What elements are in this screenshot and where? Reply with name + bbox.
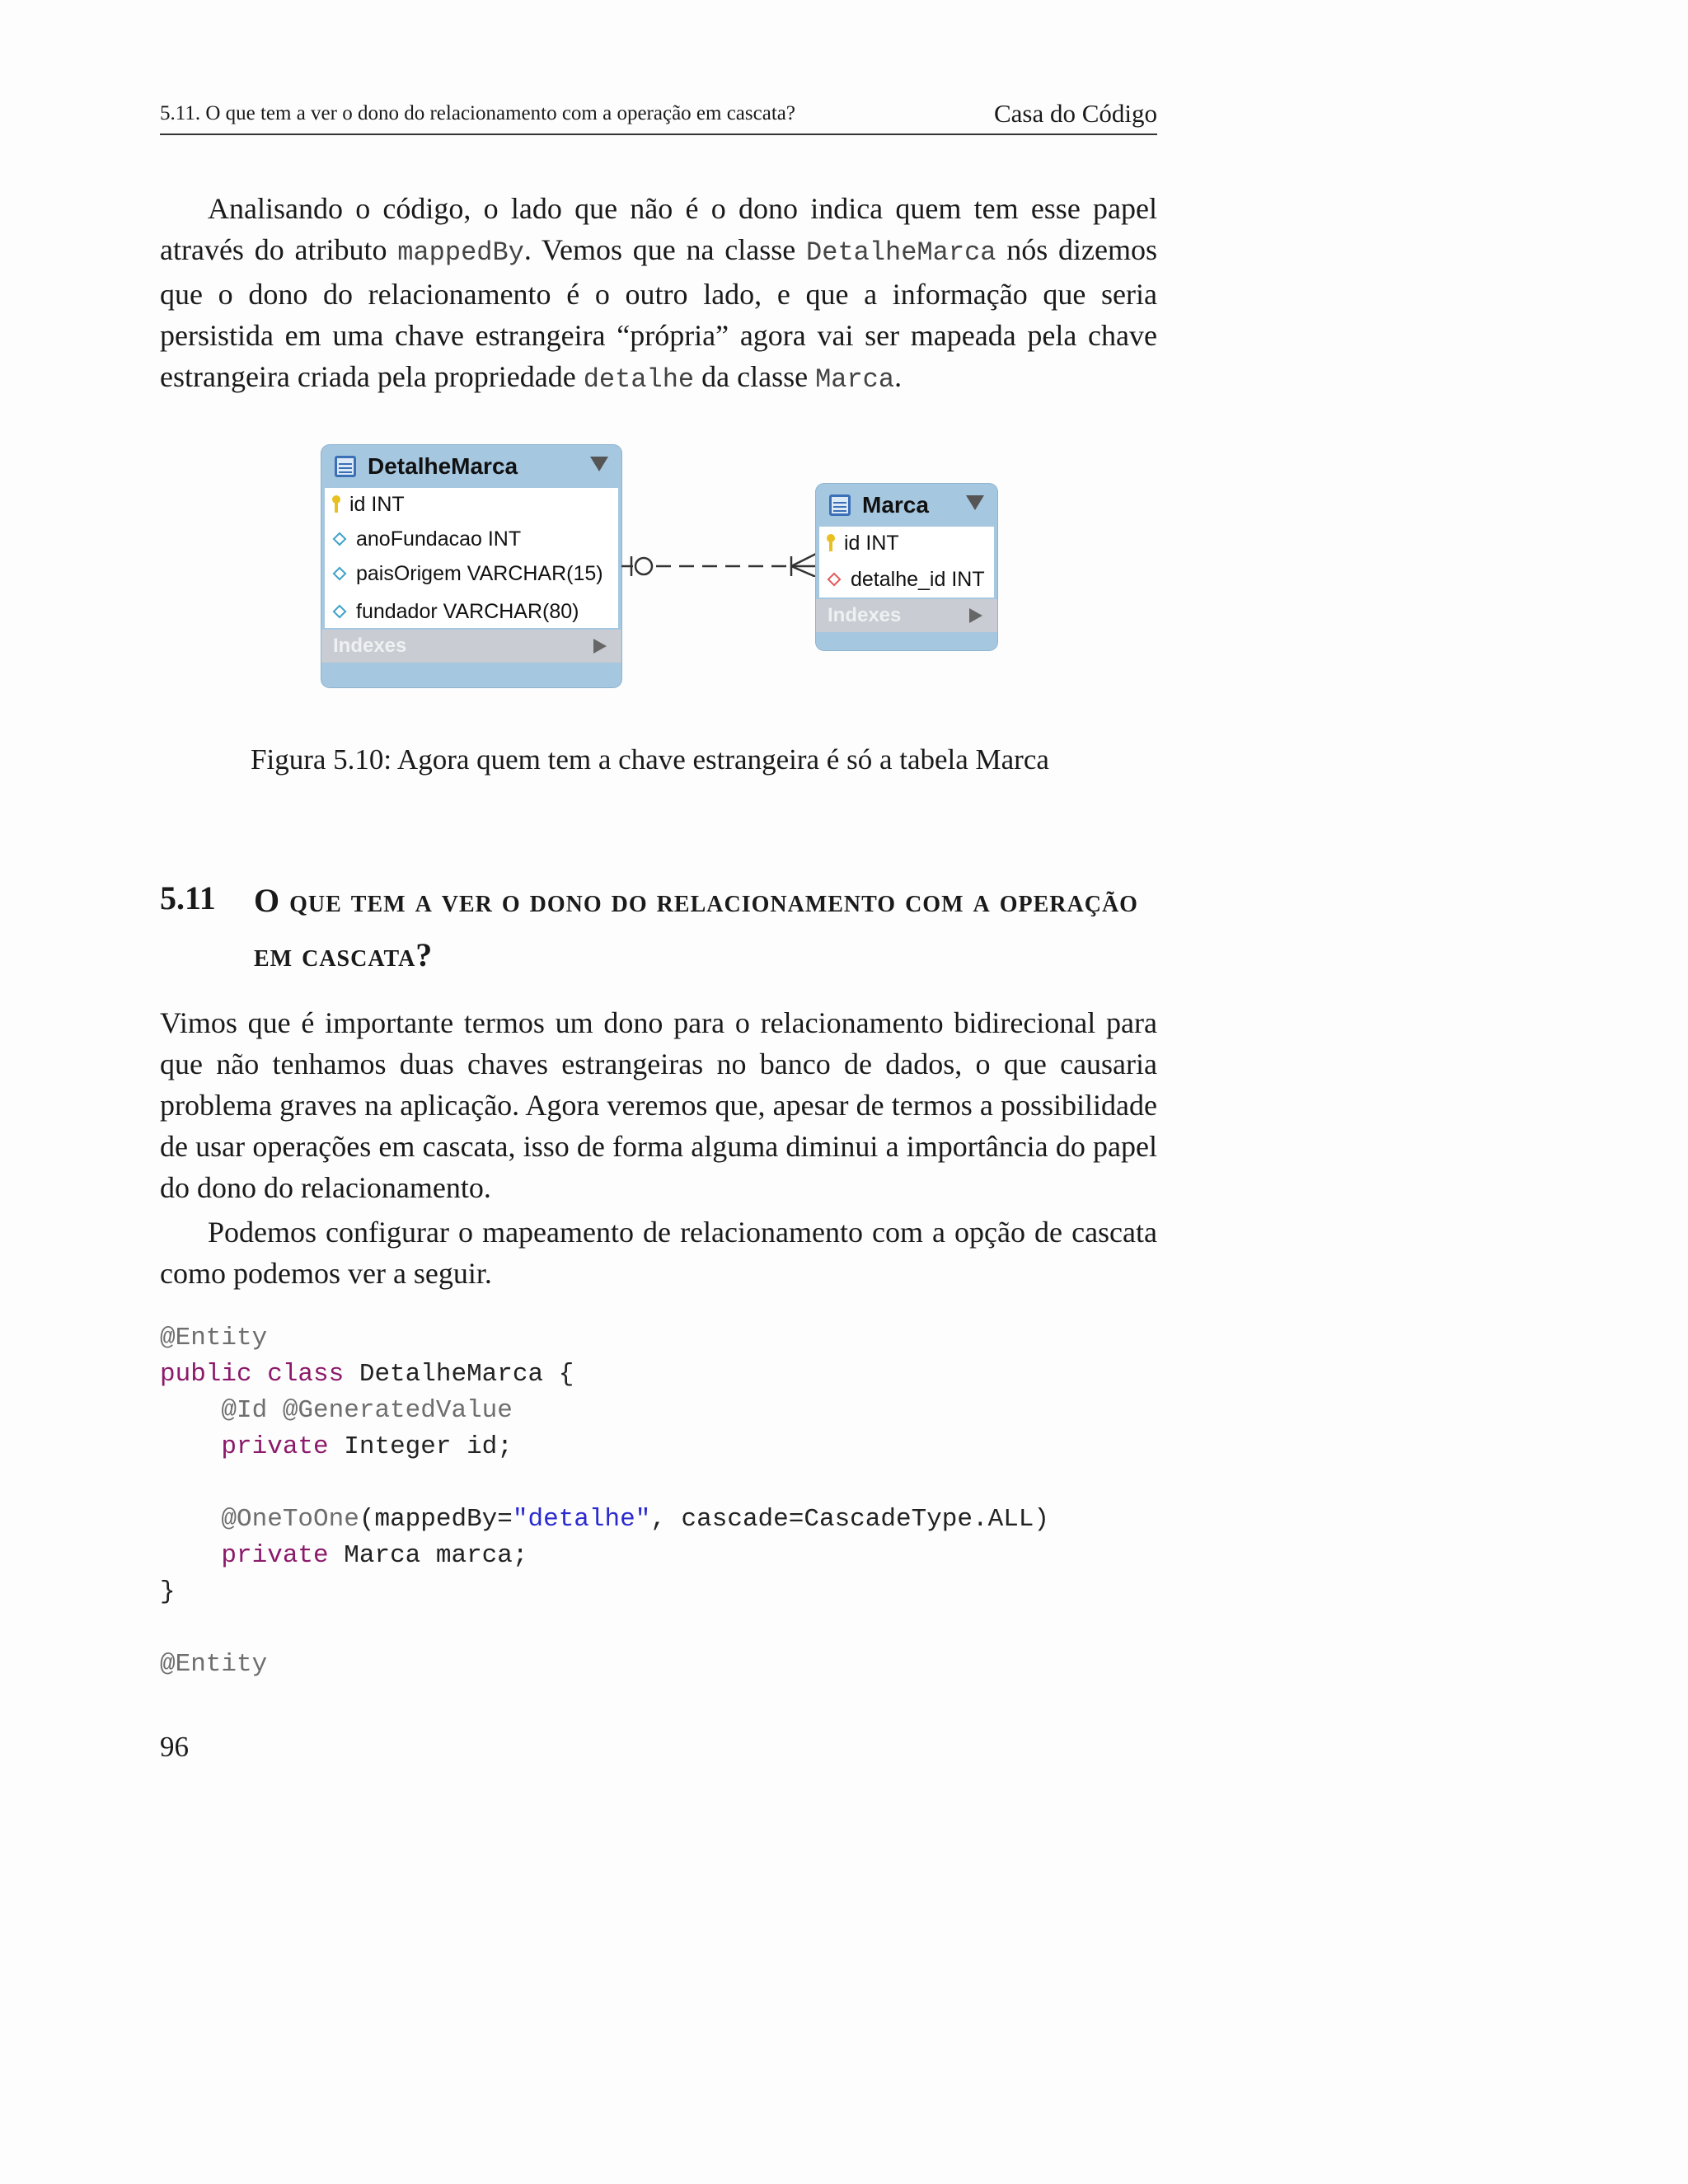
page-number: 96	[160, 1731, 189, 1763]
code-string: "detalhe"	[512, 1505, 651, 1534]
intro-paragraph	[160, 188, 1157, 401]
table-detalhemarca-header	[321, 445, 621, 488]
table-marca-title: Marca	[862, 492, 929, 518]
intro-text-4: da classe	[694, 360, 816, 393]
table-detalhemarca-columns	[325, 488, 618, 628]
column-label: id INT	[349, 492, 405, 516]
code-text: Integer id;	[328, 1432, 513, 1461]
table-marca-header	[816, 484, 997, 527]
column-row	[826, 527, 899, 560]
code-text: , cascade=CascadeType.ALL)	[650, 1505, 1050, 1534]
section-number: 5.11	[160, 879, 216, 916]
code-text: (mappedBy=	[359, 1505, 513, 1534]
body-paragraph-2: Podemos configurar o mapeamento de relacionamento com a opção de cascata como podemos ver a seguir.	[160, 1216, 1157, 1290]
column-row	[331, 523, 521, 555]
triangle-down-icon	[590, 457, 608, 471]
code-text: DetalheMarca {	[344, 1360, 574, 1389]
column-label: fundador VARCHAR(80)	[356, 599, 579, 623]
relationship-connector	[621, 544, 816, 577]
table-marca-columns	[819, 527, 994, 598]
code-line: }	[160, 1577, 176, 1606]
triangle-right-icon	[593, 639, 607, 654]
table-detalhemarca	[321, 445, 621, 687]
column-row	[331, 595, 579, 628]
code-line: @Entity	[160, 1324, 268, 1352]
indexes-bar	[321, 630, 621, 663]
crow-foot-icon	[791, 566, 816, 577]
code-keyword: public class	[160, 1360, 345, 1389]
figure-caption: Figura 5.10: Agora quem tem a chave estrangeira é só a tabela Marca	[251, 743, 1049, 776]
table-detalhemarca-title: DetalheMarca	[368, 453, 518, 479]
code-keyword: private	[221, 1541, 329, 1570]
code-line: @Entity	[160, 1650, 268, 1679]
code-line: @Id @GeneratedValue	[221, 1396, 513, 1425]
code-annotation: @OneToOne	[221, 1505, 359, 1534]
triangle-down-icon	[966, 495, 984, 510]
column-row	[826, 563, 985, 596]
running-header-book: Casa do Código	[993, 99, 1157, 128]
indexes-label: Indexes	[828, 604, 902, 626]
code-detalhemarca: DetalheMarca	[806, 237, 996, 268]
diamond-icon	[333, 567, 347, 581]
intro-text-2: . Vemos que na classe	[523, 233, 807, 266]
table-icon	[335, 456, 356, 477]
column-label: paisOrigem VARCHAR(15)	[356, 561, 603, 585]
running-header-section: 5.11. O que tem a ver o dono do relacionamento com a operação em cascata?	[160, 102, 795, 124]
section-title: O que tem a ver o dono do relacionamento com a operação em cascata?	[254, 882, 1138, 973]
foreign-key-diamond-icon	[828, 573, 842, 587]
code-listing	[160, 1320, 1049, 1683]
code-marca: Marca	[815, 364, 895, 395]
running-header	[160, 101, 1157, 135]
code-text: Marca marca;	[328, 1541, 528, 1570]
indexes-label: Indexes	[333, 635, 407, 657]
diamond-icon	[333, 532, 347, 546]
column-row	[331, 488, 405, 521]
zero-circle-icon	[635, 558, 652, 574]
intro-text-1: Analisando o código, o lado que não é o dono indica quem tem esse papel através do atributo	[160, 192, 1157, 266]
key-icon	[331, 495, 341, 513]
body-paragraph-1: Vimos que é importante termos um dono para o relacionamento bidirecional para que não tenhamos duas chaves estrangeiras no banco de dados, o que causaria problema graves na aplicação. Agora veremos que, apesar de termos a possibilidade de usar operações em cascata, isso de forma alguma diminui a importância do papel do dono do relacionamento.	[160, 1006, 1157, 1204]
table-marca	[816, 484, 997, 650]
code-mappedby: mappedBy	[397, 237, 524, 268]
column-label: id INT	[844, 531, 899, 555]
code-keyword: private	[221, 1432, 329, 1461]
column-label: anoFundacao INT	[356, 527, 522, 551]
code-detalhe: detalhe	[583, 364, 695, 395]
crow-foot-icon	[791, 554, 816, 566]
indexes-bar	[816, 599, 997, 632]
triangle-right-icon	[969, 608, 982, 623]
intro-text-3: nós dizemos que o dono do relacionamento é o outro lado, e que a informação que seria persistida em uma chave estrangeira “própria” agora vai ser mapeada pela chave estrangeira criada pela propriedade	[160, 233, 1158, 393]
intro-text-5: .	[894, 360, 903, 393]
table-icon	[829, 494, 851, 516]
key-icon	[826, 534, 836, 552]
column-label: detalhe_id INT	[851, 567, 985, 591]
column-row	[331, 557, 603, 590]
diamond-icon	[333, 605, 347, 619]
